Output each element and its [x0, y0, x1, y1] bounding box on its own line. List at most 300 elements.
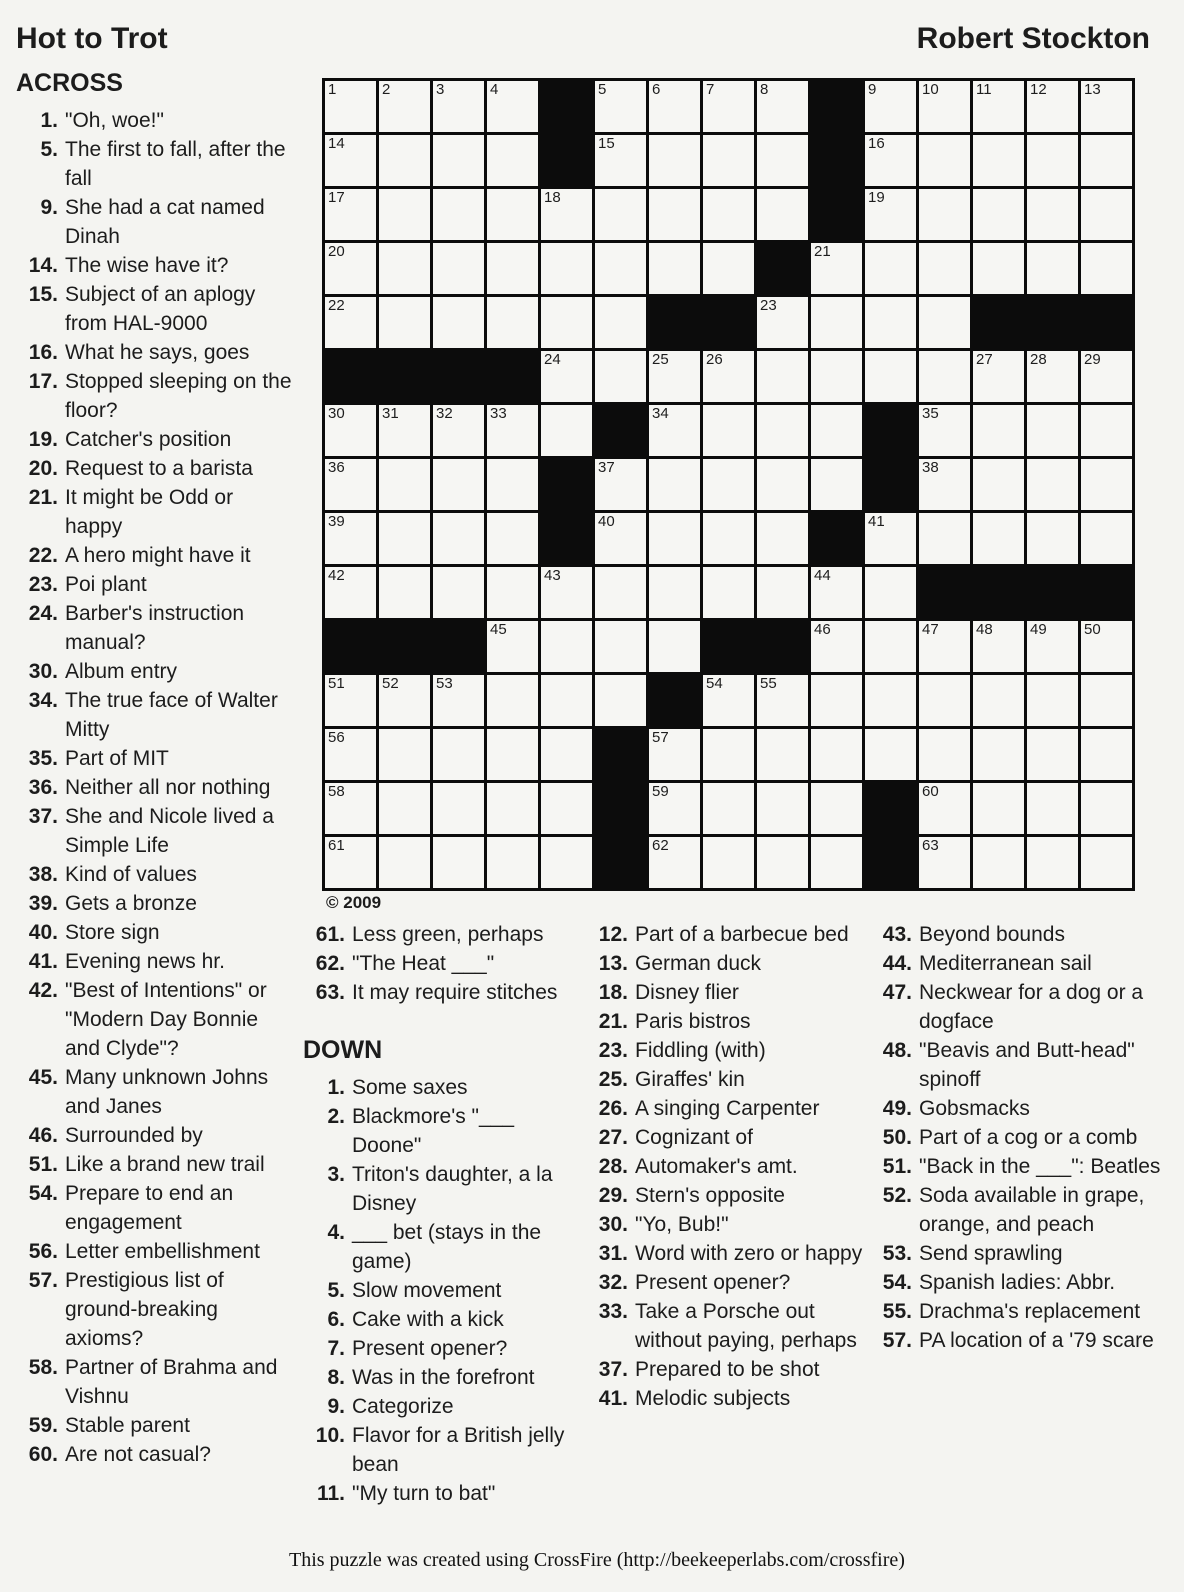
grid-cell-white[interactable]: [487, 675, 538, 726]
grid-cell-white[interactable]: [325, 189, 376, 240]
grid-cell-white[interactable]: [811, 621, 862, 672]
grid-cell-white[interactable]: [595, 459, 646, 510]
grid-cell-white[interactable]: [379, 189, 430, 240]
grid-cell-white[interactable]: [1027, 513, 1078, 564]
clue-text: Cognizant of: [635, 1126, 753, 1149]
clue-text: What he says, goes: [65, 341, 250, 364]
grid-cell-black: [595, 729, 646, 780]
grid-cell-white[interactable]: [433, 837, 484, 888]
grid-cell-white[interactable]: [1081, 351, 1132, 402]
grid-cell-white[interactable]: [757, 783, 808, 834]
grid-cell-white[interactable]: [1027, 135, 1078, 186]
grid-cell-white[interactable]: [487, 837, 538, 888]
clue-text: Drachma's replacement: [919, 1300, 1141, 1323]
grid-cell-white[interactable]: [1081, 81, 1132, 132]
grid-cell-white[interactable]: [757, 729, 808, 780]
grid-cell-white[interactable]: [973, 459, 1024, 510]
grid-cell-white[interactable]: [865, 567, 916, 618]
grid-cell-white[interactable]: [379, 81, 430, 132]
grid-cell-white[interactable]: [379, 837, 430, 888]
clue-number: 9.: [327, 1395, 345, 1418]
grid-cell-white[interactable]: [1027, 189, 1078, 240]
grid-cell-white[interactable]: [487, 783, 538, 834]
grid-cell-white[interactable]: [541, 837, 592, 888]
bottom-column-1: [303, 920, 579, 1508]
clue-item: [16, 1121, 294, 1150]
cell-number: 52: [382, 675, 399, 692]
grid-cell-white[interactable]: [541, 729, 592, 780]
grid-cell-white[interactable]: [973, 135, 1024, 186]
grid-cell-black: [541, 459, 592, 510]
grid-cell-white[interactable]: [811, 297, 862, 348]
clue-item: [16, 599, 294, 657]
grid-cell-white[interactable]: [649, 729, 700, 780]
cell-number: 48: [976, 621, 993, 638]
grid-cell-white[interactable]: [811, 837, 862, 888]
clue-number: 8.: [327, 1366, 345, 1389]
grid-cell-white[interactable]: [487, 729, 538, 780]
cell-number: 21: [814, 243, 831, 260]
grid-cell-white[interactable]: [487, 459, 538, 510]
clue-text: "Beavis and Butt-head" spinoff: [919, 1039, 1135, 1091]
cell-number: 28: [1030, 351, 1047, 368]
grid-cell-white[interactable]: [433, 513, 484, 564]
cell-number: 56: [328, 729, 345, 746]
cell-number: 19: [868, 189, 885, 206]
grid-cell-white[interactable]: [1027, 405, 1078, 456]
grid-cell-white[interactable]: [919, 297, 970, 348]
grid-cell-white[interactable]: [541, 297, 592, 348]
grid-cell-white[interactable]: [757, 405, 808, 456]
clue-text: Are not casual?: [65, 1443, 211, 1466]
down-clue-list-1: [303, 1073, 579, 1508]
grid-cell-white[interactable]: [1081, 729, 1132, 780]
clue-text: Catcher's position: [65, 428, 232, 451]
grid-cell-white[interactable]: [1081, 837, 1132, 888]
grid-cell-black: [865, 405, 916, 456]
clue-item: [16, 570, 294, 599]
clue-text: Disney flier: [635, 981, 739, 1004]
grid-cell-white[interactable]: [811, 675, 862, 726]
grid-cell-white[interactable]: [541, 621, 592, 672]
grid-cell-white[interactable]: [703, 81, 754, 132]
grid-cell-white[interactable]: [433, 675, 484, 726]
grid-cell-white[interactable]: [1081, 513, 1132, 564]
clue-text: Take a Porsche out without paying, perhaps: [635, 1300, 857, 1352]
grid-cell-white[interactable]: [595, 675, 646, 726]
grid-cell-white[interactable]: [649, 351, 700, 402]
grid-cell-white[interactable]: [703, 459, 754, 510]
grid-cell-white[interactable]: [595, 81, 646, 132]
grid-cell-white[interactable]: [433, 81, 484, 132]
grid-cell-white[interactable]: [325, 81, 376, 132]
clue-text: PA location of a '79 scare: [919, 1329, 1154, 1352]
cell-number: 58: [328, 783, 345, 800]
grid-cell-white[interactable]: [919, 405, 970, 456]
grid-cell-white[interactable]: [325, 243, 376, 294]
cell-number: 14: [328, 135, 345, 152]
grid-cell-white[interactable]: [487, 189, 538, 240]
grid-cell-white[interactable]: [919, 459, 970, 510]
grid-cell-white[interactable]: [325, 135, 376, 186]
clue-text: Paris bistros: [635, 1010, 751, 1033]
grid-cell-white[interactable]: [325, 513, 376, 564]
cell-number: 22: [328, 297, 345, 314]
clue-number: 60.: [28, 1443, 58, 1466]
clue-text: A singing Carpenter: [635, 1097, 820, 1120]
clue-text: Like a brand new trail: [65, 1153, 265, 1176]
clue-text: Stable parent: [65, 1414, 190, 1437]
grid-cell-white[interactable]: [433, 243, 484, 294]
cell-number: 29: [1084, 351, 1101, 368]
grid-cell-white[interactable]: [379, 567, 430, 618]
grid-cell-white[interactable]: [1027, 837, 1078, 888]
grid-cell-white[interactable]: [757, 567, 808, 618]
grid-cell-white[interactable]: [649, 81, 700, 132]
grid-cell-white[interactable]: [811, 783, 862, 834]
clue-text: "Best of Intentions" or "Modern Day Bonnie and Clyde"?: [65, 979, 267, 1060]
grid-cell-white[interactable]: [1027, 351, 1078, 402]
grid-cell-white[interactable]: [649, 567, 700, 618]
grid-cell-white[interactable]: [433, 405, 484, 456]
grid-cell-white[interactable]: [865, 81, 916, 132]
clue-item: [586, 1152, 874, 1181]
grid-cell-white[interactable]: [919, 729, 970, 780]
clue-number: 18.: [598, 981, 628, 1004]
clue-item: [16, 454, 294, 483]
clue-number: 44.: [882, 952, 912, 975]
grid-cell-white[interactable]: [865, 189, 916, 240]
grid-cell-white[interactable]: [703, 783, 754, 834]
grid-cell-white[interactable]: [379, 513, 430, 564]
grid-cell-white[interactable]: [649, 189, 700, 240]
clue-text: "Oh, woe!": [65, 109, 164, 132]
grid-cell-white[interactable]: [703, 351, 754, 402]
grid-cell-white[interactable]: [325, 675, 376, 726]
grid-cell-white[interactable]: [973, 513, 1024, 564]
grid-cell-white[interactable]: [865, 351, 916, 402]
clue-item: [16, 1150, 294, 1179]
clue-text: It might be Odd or happy: [65, 486, 234, 538]
grid-cell-white[interactable]: [1081, 135, 1132, 186]
grid-cell-white[interactable]: [973, 783, 1024, 834]
cell-number: 49: [1030, 621, 1047, 638]
grid-cell-white[interactable]: [973, 621, 1024, 672]
grid-cell-white[interactable]: [1027, 783, 1078, 834]
grid-cell-white[interactable]: [379, 297, 430, 348]
grid-cell-white[interactable]: [649, 513, 700, 564]
clue-number: 48.: [882, 1039, 912, 1062]
grid-cell-white[interactable]: [703, 567, 754, 618]
clue-number: 19.: [28, 428, 58, 451]
grid-cell-white[interactable]: [811, 351, 862, 402]
grid-cell-white[interactable]: [919, 243, 970, 294]
clue-item: [16, 280, 294, 338]
grid-cell-white[interactable]: [973, 729, 1024, 780]
clue-number: 5.: [40, 138, 58, 161]
grid-cell-white[interactable]: [757, 837, 808, 888]
grid-cell-white[interactable]: [487, 567, 538, 618]
grid-cell-white[interactable]: [703, 513, 754, 564]
grid-cell-white[interactable]: [433, 783, 484, 834]
grid-cell-white[interactable]: [757, 81, 808, 132]
grid-cell-white[interactable]: [325, 837, 376, 888]
clue-item: [870, 1239, 1170, 1268]
grid-cell-white[interactable]: [541, 189, 592, 240]
grid-cell-white[interactable]: [487, 135, 538, 186]
grid-cell-white[interactable]: [433, 567, 484, 618]
grid-cell-white[interactable]: [595, 243, 646, 294]
grid-cell-white[interactable]: [865, 243, 916, 294]
clue-item: [870, 1181, 1170, 1239]
clue-item: [16, 135, 294, 193]
clue-item: [586, 1007, 874, 1036]
grid-cell-white[interactable]: [325, 297, 376, 348]
clue-number: 13.: [598, 952, 628, 975]
clue-item: [16, 918, 294, 947]
grid-cell-white[interactable]: [919, 513, 970, 564]
grid-cell-white[interactable]: [757, 189, 808, 240]
cell-number: 38: [922, 459, 939, 476]
clue-text: Was in the forefront: [352, 1366, 535, 1389]
grid-cell-white[interactable]: [703, 405, 754, 456]
grid-cell-black: [433, 621, 484, 672]
clue-item: [586, 978, 874, 1007]
grid-cell-white[interactable]: [487, 297, 538, 348]
grid-cell-white[interactable]: [487, 243, 538, 294]
grid-cell-white[interactable]: [325, 783, 376, 834]
grid-cell-white[interactable]: [973, 837, 1024, 888]
copyright-notice: © 2009: [326, 893, 382, 912]
grid-cell-white[interactable]: [757, 459, 808, 510]
grid-cell-white[interactable]: [1081, 621, 1132, 672]
grid-cell-white[interactable]: [649, 135, 700, 186]
cell-number: 10: [922, 81, 939, 98]
clue-text: Soda available in grape, orange, and peach: [919, 1184, 1145, 1236]
grid-cell-white[interactable]: [325, 729, 376, 780]
grid-cell-black: [595, 405, 646, 456]
grid-cell-white[interactable]: [919, 837, 970, 888]
grid-cell-white[interactable]: [973, 351, 1024, 402]
grid-cell-white[interactable]: [595, 513, 646, 564]
clue-item: [586, 1210, 874, 1239]
grid-cell-white[interactable]: [811, 459, 862, 510]
grid-cell-white[interactable]: [973, 675, 1024, 726]
grid-cell-white[interactable]: [865, 729, 916, 780]
clue-text: Mediterranean sail: [919, 952, 1092, 975]
grid-cell-white[interactable]: [379, 405, 430, 456]
cell-number: 17: [328, 189, 345, 206]
clue-text: Less green, perhaps: [352, 923, 544, 946]
grid-cell-white[interactable]: [757, 351, 808, 402]
clue-text: Present opener?: [635, 1271, 791, 1294]
grid-cell-white[interactable]: [325, 405, 376, 456]
clue-item: [303, 1479, 579, 1508]
clue-text: Poi plant: [65, 573, 147, 596]
grid-cell-white[interactable]: [811, 729, 862, 780]
grid-cell-white[interactable]: [541, 351, 592, 402]
grid-cell-white[interactable]: [1027, 459, 1078, 510]
grid-cell-white[interactable]: [973, 243, 1024, 294]
grid-cell-white[interactable]: [595, 297, 646, 348]
grid-cell-white[interactable]: [433, 729, 484, 780]
grid-cell-white[interactable]: [379, 783, 430, 834]
grid-cell-white[interactable]: [595, 567, 646, 618]
grid-cell-white[interactable]: [379, 459, 430, 510]
grid-cell-white[interactable]: [1027, 675, 1078, 726]
clue-number: 32.: [598, 1271, 628, 1294]
grid-cell-white[interactable]: [649, 783, 700, 834]
clue-item: [303, 1334, 579, 1363]
grid-cell-white[interactable]: [919, 783, 970, 834]
grid-cell-white[interactable]: [379, 729, 430, 780]
grid-cell-white[interactable]: [1081, 243, 1132, 294]
clue-item: [16, 802, 294, 860]
grid-cell-white[interactable]: [433, 297, 484, 348]
cell-number: 25: [652, 351, 669, 368]
cell-number: 3: [436, 81, 445, 98]
grid-cell-white[interactable]: [649, 621, 700, 672]
grid-cell-white[interactable]: [703, 675, 754, 726]
grid-cell-white[interactable]: [865, 621, 916, 672]
clue-text: "Back in the ___": Beatles: [919, 1155, 1161, 1178]
clue-number: 15.: [28, 283, 58, 306]
grid-cell-white[interactable]: [487, 621, 538, 672]
grid-cell-white[interactable]: [919, 621, 970, 672]
grid-cell-white[interactable]: [919, 675, 970, 726]
grid-cell-white[interactable]: [757, 297, 808, 348]
grid-cell-white[interactable]: [865, 513, 916, 564]
grid-cell-white[interactable]: [325, 459, 376, 510]
grid-cell-white[interactable]: [487, 513, 538, 564]
clue-text: Blackmore's "___ Doone": [352, 1105, 515, 1157]
clue-text: Spanish ladies: Abbr.: [919, 1271, 1116, 1294]
clue-number: 62.: [315, 952, 345, 975]
cell-number: 15: [598, 135, 615, 152]
cell-number: 11: [976, 81, 992, 98]
grid-cell-white[interactable]: [703, 243, 754, 294]
grid-cell-white[interactable]: [325, 567, 376, 618]
grid-cell-white[interactable]: [541, 783, 592, 834]
grid-cell-white[interactable]: [595, 135, 646, 186]
grid-cell-white[interactable]: [757, 513, 808, 564]
grid-cell-white[interactable]: [541, 567, 592, 618]
clue-text: "The Heat ___": [352, 952, 495, 975]
grid-cell-white[interactable]: [487, 81, 538, 132]
grid-cell-white[interactable]: [919, 351, 970, 402]
clue-item: [16, 1440, 294, 1469]
grid-cell-white[interactable]: [811, 567, 862, 618]
grid-cell-white[interactable]: [919, 135, 970, 186]
clue-text: Beyond bounds: [919, 923, 1065, 946]
grid-cell-white[interactable]: [379, 135, 430, 186]
clue-text: Surrounded by: [65, 1124, 203, 1147]
cell-number: 41: [868, 513, 885, 530]
grid-cell-white[interactable]: [541, 675, 592, 726]
grid-cell-white[interactable]: [1081, 189, 1132, 240]
grid-cell-white[interactable]: [379, 675, 430, 726]
grid-cell-white[interactable]: [1027, 81, 1078, 132]
clue-item: [16, 1237, 294, 1266]
clue-number: 51.: [28, 1153, 58, 1176]
clue-number: 37.: [598, 1358, 628, 1381]
grid-cell-white[interactable]: [865, 297, 916, 348]
grid-cell-white[interactable]: [865, 675, 916, 726]
grid-cell-white[interactable]: [757, 135, 808, 186]
clue-text: Flavor for a British jelly bean: [352, 1424, 565, 1476]
clue-item: [586, 1268, 874, 1297]
grid-cell-white[interactable]: [595, 189, 646, 240]
grid-cell-white[interactable]: [595, 351, 646, 402]
grid-cell-white[interactable]: [919, 189, 970, 240]
grid-cell-white[interactable]: [973, 405, 1024, 456]
grid-cell-white[interactable]: [973, 189, 1024, 240]
grid-cell-white[interactable]: [811, 243, 862, 294]
grid-cell-white[interactable]: [703, 729, 754, 780]
grid-cell-white[interactable]: [703, 837, 754, 888]
grid-cell-white[interactable]: [703, 135, 754, 186]
grid-cell-black: [1081, 297, 1132, 348]
grid-cell-white[interactable]: [703, 189, 754, 240]
clue-number: 29.: [598, 1184, 628, 1207]
puzzle-author: Robert Stockton: [916, 22, 1150, 55]
clue-item: [16, 425, 294, 454]
clue-item: [303, 1421, 579, 1479]
grid-cell-white[interactable]: [973, 81, 1024, 132]
grid-cell-white[interactable]: [757, 675, 808, 726]
grid-cell-white[interactable]: [379, 243, 430, 294]
grid-cell-white[interactable]: [487, 405, 538, 456]
clue-text: Triton's daughter, a la Disney: [352, 1163, 553, 1215]
clue-number: 24.: [28, 602, 58, 625]
grid-cell-black: [865, 459, 916, 510]
clue-text: Send sprawling: [919, 1242, 1063, 1265]
grid-cell-white[interactable]: [649, 243, 700, 294]
grid-cell-white[interactable]: [433, 135, 484, 186]
cell-number: 39: [328, 513, 345, 530]
clue-item: [870, 1094, 1170, 1123]
clue-item: [586, 920, 874, 949]
grid-cell-white[interactable]: [919, 81, 970, 132]
grid-cell-white[interactable]: [649, 459, 700, 510]
cell-number: 30: [328, 405, 345, 422]
grid-cell-white[interactable]: [433, 459, 484, 510]
grid-cell-white[interactable]: [811, 405, 862, 456]
grid-cell-white[interactable]: [541, 405, 592, 456]
grid-cell-white[interactable]: [1081, 675, 1132, 726]
grid-cell-white[interactable]: [649, 405, 700, 456]
clue-text: Prepare to end an engagement: [65, 1182, 234, 1234]
grid-cell-white[interactable]: [1081, 459, 1132, 510]
grid-cell-white[interactable]: [649, 837, 700, 888]
grid-cell-white[interactable]: [1027, 621, 1078, 672]
clue-number: 30.: [28, 660, 58, 683]
clue-number: 16.: [28, 341, 58, 364]
clue-text: Store sign: [65, 921, 160, 944]
grid-cell-white[interactable]: [595, 621, 646, 672]
grid-cell-white[interactable]: [865, 135, 916, 186]
clue-number: 43.: [882, 923, 912, 946]
grid-cell-white[interactable]: [1081, 405, 1132, 456]
grid-cell-white[interactable]: [541, 243, 592, 294]
clue-item: [16, 541, 294, 570]
grid-cell-white[interactable]: [1027, 243, 1078, 294]
grid-cell-white[interactable]: [433, 189, 484, 240]
grid-cell-white[interactable]: [1081, 783, 1132, 834]
grid-cell-white[interactable]: [1027, 729, 1078, 780]
grid-cell-black: [541, 81, 592, 132]
cell-number: 2: [382, 81, 391, 98]
